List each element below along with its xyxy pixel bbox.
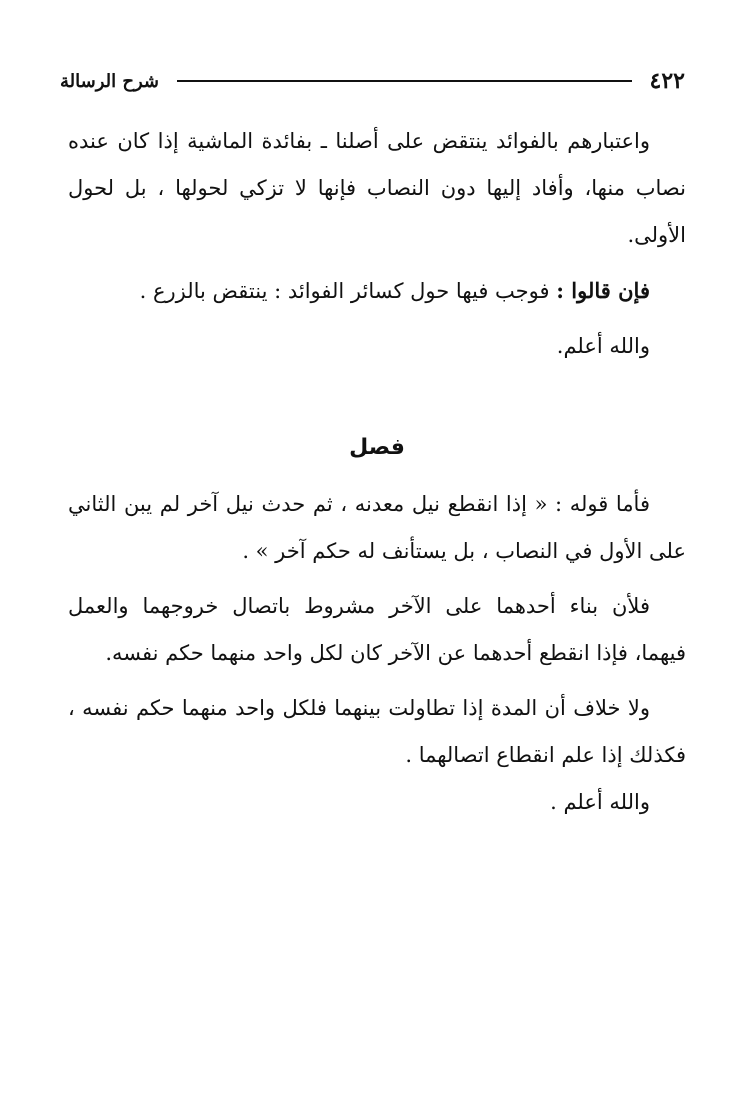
paragraph-5: فلأن بناء أحدهما على الآخر مشروط باتصال خروجهما والعمل فيهما، فإذا انقطع أحدهما عن الآخر كان لكل واحد منهما حكم نفسه. xyxy=(68,594,686,665)
paragraph-2-text: فوجب فيها حول كسائر الفوائد : ينتقض بالزرع . xyxy=(139,279,557,303)
page-header xyxy=(60,66,685,96)
paragraph-6: ولا خلاف أن المدة إذا تطاولت بينهما فلكل واحد منهما حكم نفسه ، فكذلك إذا علم انقطاع اتصالهما . xyxy=(68,696,686,767)
paragraph-2 xyxy=(68,267,686,315)
header-rule xyxy=(177,80,632,82)
page-body xyxy=(68,118,686,826)
paragraph-3: والله أعلم. xyxy=(556,334,650,358)
page-number: ٤٢٢ xyxy=(649,68,685,94)
paragraph-1: واعتبارهم بالفوائد ينتقض على أصلنا ـ بفائدة الماشية إذا كان عنده نصاب منها، وأفاد إليها دون النصاب فإنها لا تزكي لحولها ، بل لحول الأولى. xyxy=(68,129,686,247)
paragraph-4: فأما قوله : « إذا انقطع نيل معدنه ، ثم حدث نيل آخر لم يبن الثاني على الأول في النصاب ، بل يستأنف له حكم آخر » . xyxy=(68,492,686,563)
paragraph-7: والله أعلم . xyxy=(550,790,650,814)
paragraph-2-lead: فإن قالوا : xyxy=(556,278,650,303)
running-title: شرح الرسالة xyxy=(60,70,160,92)
section-title: فصل xyxy=(349,435,405,460)
